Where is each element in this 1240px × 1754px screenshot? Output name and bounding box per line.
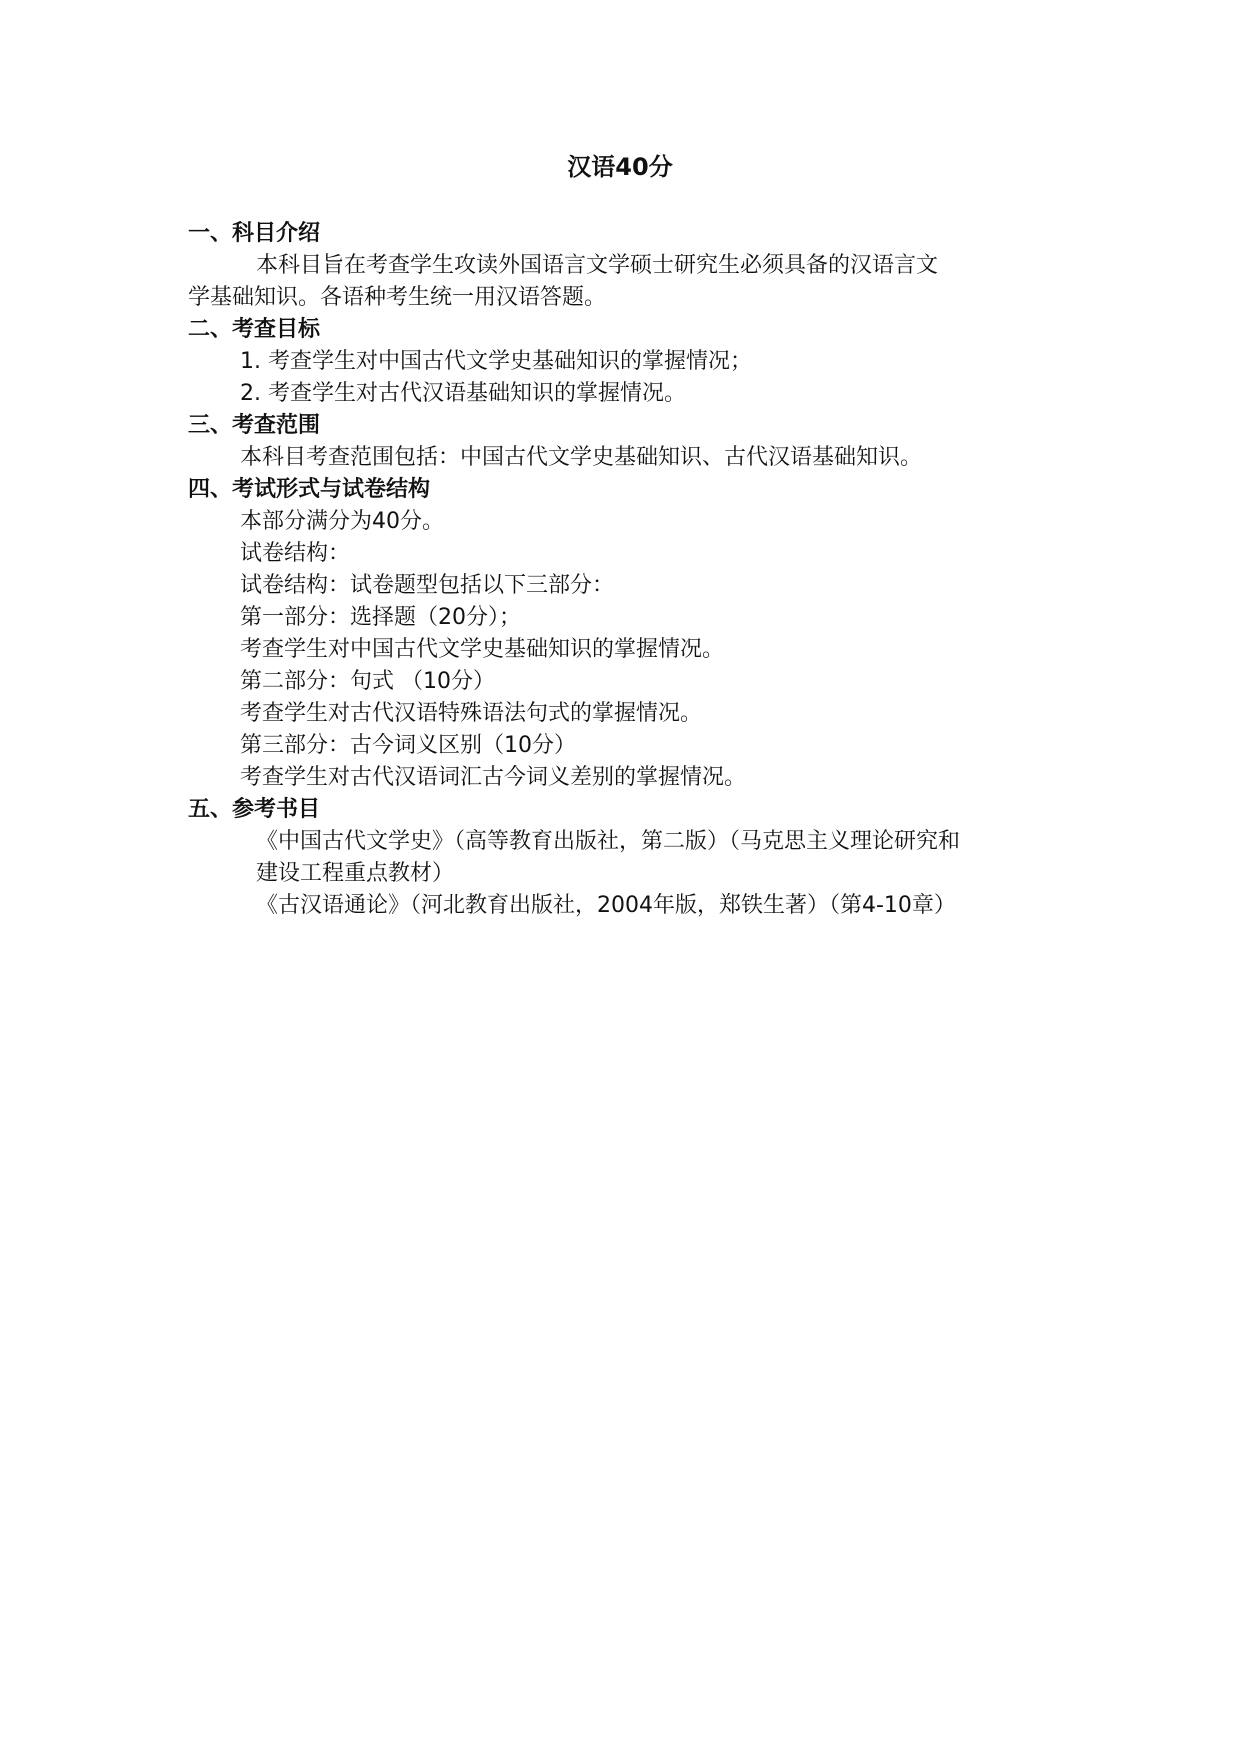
section-heading-2: 二、考查目标 bbox=[188, 317, 321, 342]
section4-line-3: 试卷结构：试卷题型包括以下三部分： bbox=[240, 573, 615, 598]
section-heading-5: 五、参考书目 bbox=[188, 797, 321, 822]
section4-line-7: 考查学生对古代汉语特殊语法句式的掌握情况。 bbox=[240, 701, 703, 726]
section1-paragraph-line-1: 本科目旨在考查学生攻读外国语言文学硕士研究生必须具备的汉语言文 bbox=[256, 253, 939, 278]
section4-line-9: 考查学生对古代汉语词汇古今词义差别的掌握情况。 bbox=[240, 765, 747, 790]
section4-line-5: 考查学生对中国古代文学史基础知识的掌握情况。 bbox=[240, 637, 725, 662]
reference-book-1-line-1: 《中国古代文学史》（高等教育出版社，第二版）（马克思主义理论研究和 bbox=[256, 829, 961, 854]
section4-line-8: 第三部分：古今词义区别（10分） bbox=[240, 733, 576, 758]
section4-line-4: 第一部分：选择题（20分）； bbox=[240, 605, 521, 630]
section4-line-2: 试卷结构： bbox=[240, 541, 351, 566]
section3-text: 本科目考查范围包括：中国古代文学史基础知识、古代汉语基础知识。 bbox=[240, 445, 923, 470]
section4-line-6: 第二部分：句式 （10分） bbox=[240, 669, 495, 694]
reference-book-1-line-2: 建设工程重点教材） bbox=[256, 861, 455, 886]
section-heading-4: 四、考试形式与试卷结构 bbox=[188, 477, 431, 502]
section1-paragraph-line-2: 学基础知识。各语种考生统一用汉语答题。 bbox=[188, 285, 607, 310]
section2-item-2: 2. 考查学生对古代汉语基础知识的掌握情况。 bbox=[240, 381, 686, 406]
section-heading-1: 一、科目介绍 bbox=[188, 221, 321, 246]
section4-line-1: 本部分满分为40分。 bbox=[240, 509, 444, 534]
reference-book-2: 《古汉语通论》（河北教育出版社，2004年版，郑铁生著）（第4-10章） bbox=[256, 893, 956, 918]
page-title: 汉语40分 bbox=[567, 153, 673, 181]
section-heading-3: 三、考查范围 bbox=[188, 413, 321, 438]
section2-item-1: 1. 考查学生对中国古代文学史基础知识的掌握情况； bbox=[240, 349, 752, 374]
